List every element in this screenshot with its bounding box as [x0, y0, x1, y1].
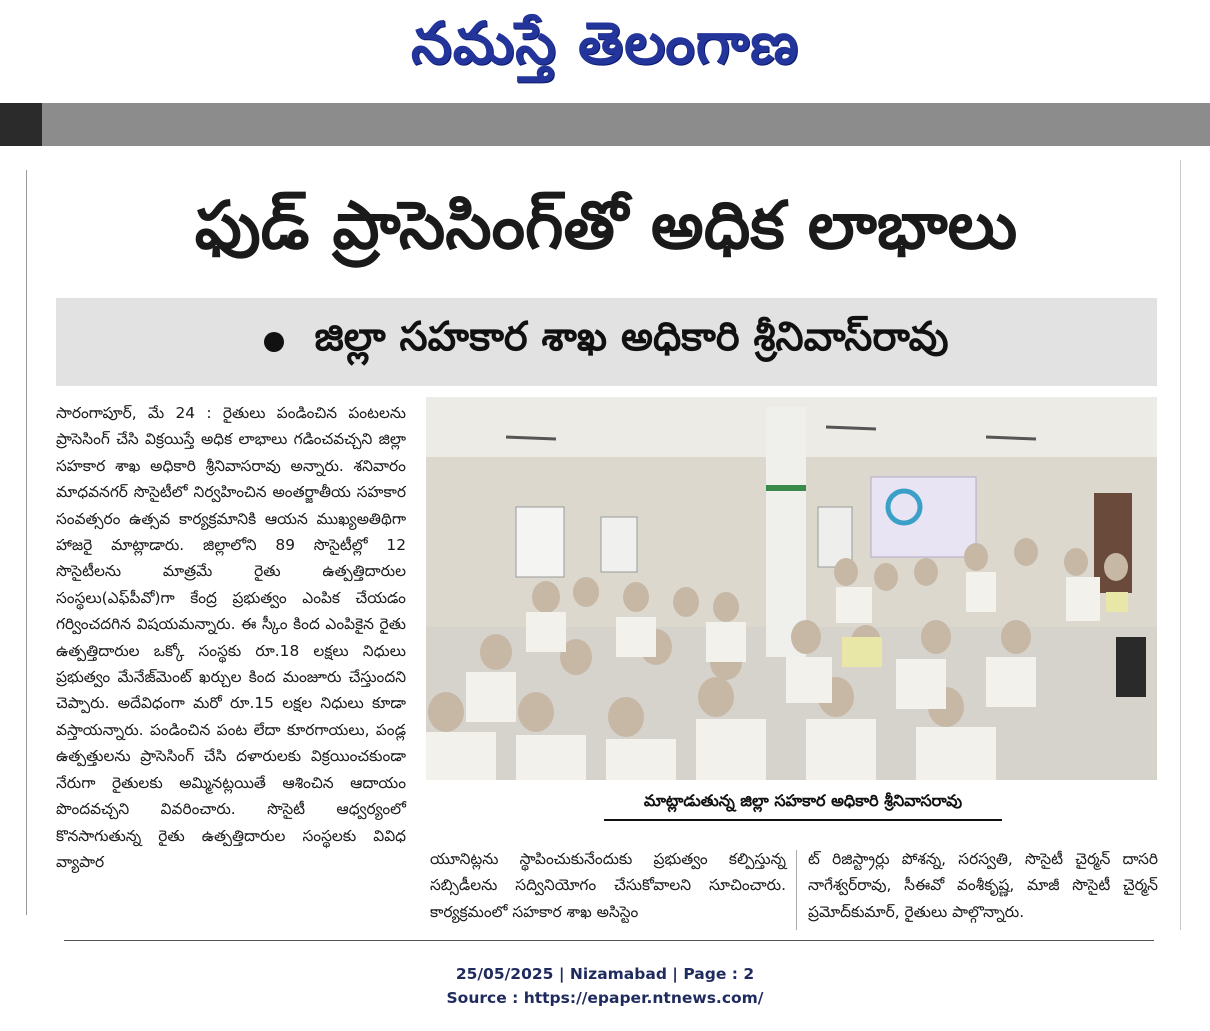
page-footer [0, 962, 1210, 1010]
photo-caption: మాట్లాడుతున్న జిల్లా సహకార అధికారి శ్రీనివాసరావు [604, 785, 1002, 821]
subheadline-band [56, 298, 1157, 386]
footer-dateline: 25/05/2025 | Nizamabad | Page : 2 [455, 965, 755, 983]
header-band-dark [0, 103, 42, 146]
newspaper-logo: నమస్తే తెలంగాణ [411, 8, 799, 77]
article-photo [426, 397, 1157, 780]
right-column-rule [1180, 160, 1181, 930]
meeting-hall-photo [426, 397, 1157, 780]
article-column-1 [56, 400, 406, 875]
header-band-grey [42, 103, 1210, 146]
article-body-text: యూనిట్లను స్థాపించుకునేందుకు ప్రభుత్వం కల్పిస్తున్న సబ్సిడీలను సద్వినియోగం చేసుకోవాలని సూచించారు. కార్యక్రమంలో సహకార శాఖ అసిస్టెం [430, 850, 786, 921]
bullet-icon [264, 332, 284, 352]
footer-source-link[interactable]: Source : https://epaper.ntnews.com/ [446, 989, 764, 1007]
left-column-rule [26, 170, 27, 915]
masthead [0, 0, 1210, 100]
article-body-text: సారంగాపూర్, మే 24 : రైతులు పండించిన పంటలను ప్రాసెసింగ్ చేసి విక్రయిస్తే అధిక లాభాలు గడించవచ్చని జిల్లా సహకార శాఖ అధికారి శ్రీనివాసరావు అన్నారు. శనివారం మాధవనగర్ సొసైటీలో నిర్వహించిన అంతర్జాతీయ సహకార సంవత్సరం ఉత్సవ కార్యక్రమానికి ఆయన ముఖ్యఅతిథిగా హాజరై మాట్లాడారు. జిల్లాలోని 89 సొసైటీల్లో 12 సొసైటీలను మాత్రమే రైతు ఉత్పత్తిదారుల సంస్థలు(ఎఫ్‌పీవో)గా కేంద్ర ప్రభుత్వం ఎంపిక చేయడం గర్వించదగిన విషయమన్నారు. ఈ స్కీం కింద ఎంపికైన రైతు ఉత్పత్తిదారుల ఒక్కో సంస్థకు రూ.18 లక్షలు నిధులు ప్రభుత్వం మేనేజ్‌మెంట్ ఖర్చుల కింద మంజూరు చేస్తుందని చెప్పారు. అదేవిధంగా మరో రూ.15 లక్షల నిధులు కూడా వస్తాయన్నారు. పండించిన పంట లేదా కూరగాయలు, పండ్ల ఉత్పత్తులను ప్రాసెసింగ్ చేసి దళారులకు విక్రయించకుండా నేరుగా రైతులకు అమ్మినట్లయితే ఆశించిన ఆదాయం పొందవచ్చని వివరించారు. సొసైటీ ఆధ్వర్యంలో కొనసాగుతున్న రైతు ఉత్పత్తిదారుల సంస్థలకు వివిధ వ్యాపార [56, 404, 406, 871]
bottom-rule [64, 940, 1154, 941]
article-body-text: ట్ రిజిస్ట్రార్లు పోశన్న, సరస్వతి, సొసైటీ చైర్మన్ దాసరి నాగేశ్వర్‌రావు, సీఈవో వంశీకృష్ణ, మాజీ సొసైటీ చైర్మన్ ప్రమోద్‌కుమార్, రైతులు పాల్గొన్నారు. [808, 850, 1158, 921]
column-separator [796, 850, 797, 930]
article-column-3 [808, 846, 1158, 925]
subheadline: జిల్లా సహకార శాఖ అధికారి శ్రీనివాస్‌రావు [314, 314, 949, 360]
article-column-2 [430, 846, 786, 925]
article-headline: ఫుడ్ ప్రాసెసింగ్‌తో అధిక లాభాలు [194, 186, 1018, 264]
